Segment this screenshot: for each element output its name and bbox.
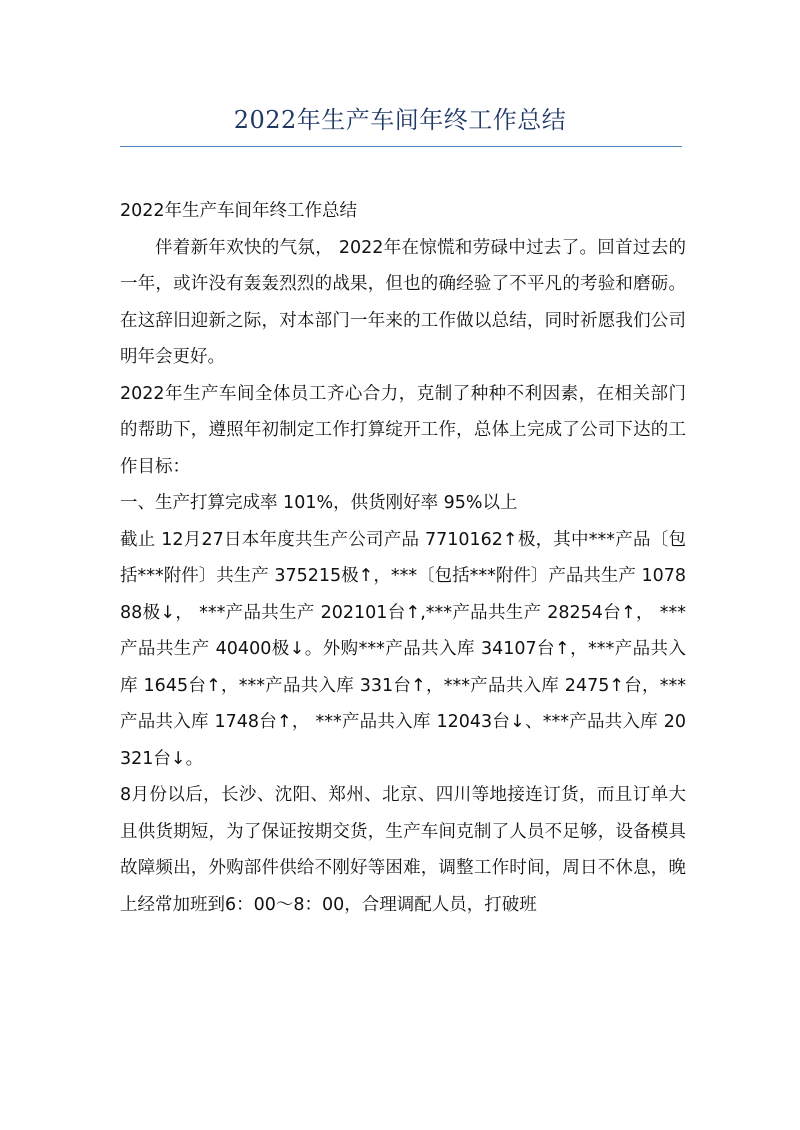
document-title: 2022年生产车间年终工作总结 (233, 106, 567, 134)
section-heading: 一、生产打算完成率 101%，供货刚好率 95%以上 (120, 493, 518, 513)
subtitle-paragraph: 2022年生产车间年终工作总结 (120, 201, 358, 221)
document-body (120, 193, 686, 923)
intro-paragraph: 伴着新年欢快的气氛， 2022年在惊慌和劳碌中过去了。回首过去的一年，或许没有轰轰烈烈的战果，但也的确经验了不平凡的考验和磨砺。在这辞旧迎新之际，对本部门一年来的工作做以总结，同时祈愿我们公司明年会更好。 (120, 237, 686, 367)
summary-paragraph: 2022年生产车间全体员工齐心合力，克制了种种不利因素，在相关部门的帮助下，遵照年初制定工作打算绽开工作，总体上完成了公司下达的工作目标： (120, 383, 686, 477)
title-divider (120, 146, 682, 147)
production-stats-paragraph: 截止 12月27日本年度共生产公司产品 7710162↑极，其中***产品〔包括***附件〕共生产 375215极↑，***〔包括***附件〕产品共生产 107888极↓， ***产品共生产 202101台↑,***产品共生产 28254台↑， ***产品共生产 40400极↓。外购***产品共入库 34107台↑，***产品共入库 1645台↑，***产品共入库 331台↑，***产品共入库 2475↑台，***产品共入库 1748台↑， ***产品共入库 12043台↓、***产品共入库 20321台↓。 (120, 529, 686, 769)
august-orders-paragraph: 8月份以后，长沙、沈阳、郑州、北京、四川等地接连订货，而且订单大且供货期短，为了保证按期交货，生产车间克制了人员不足够，设备模具故障频出，外购部件供给不刚好等困难，调整工作时间，周日不休息，晚上经常加班到6：00～8：00，合理调配人员，打破班 (120, 785, 686, 915)
